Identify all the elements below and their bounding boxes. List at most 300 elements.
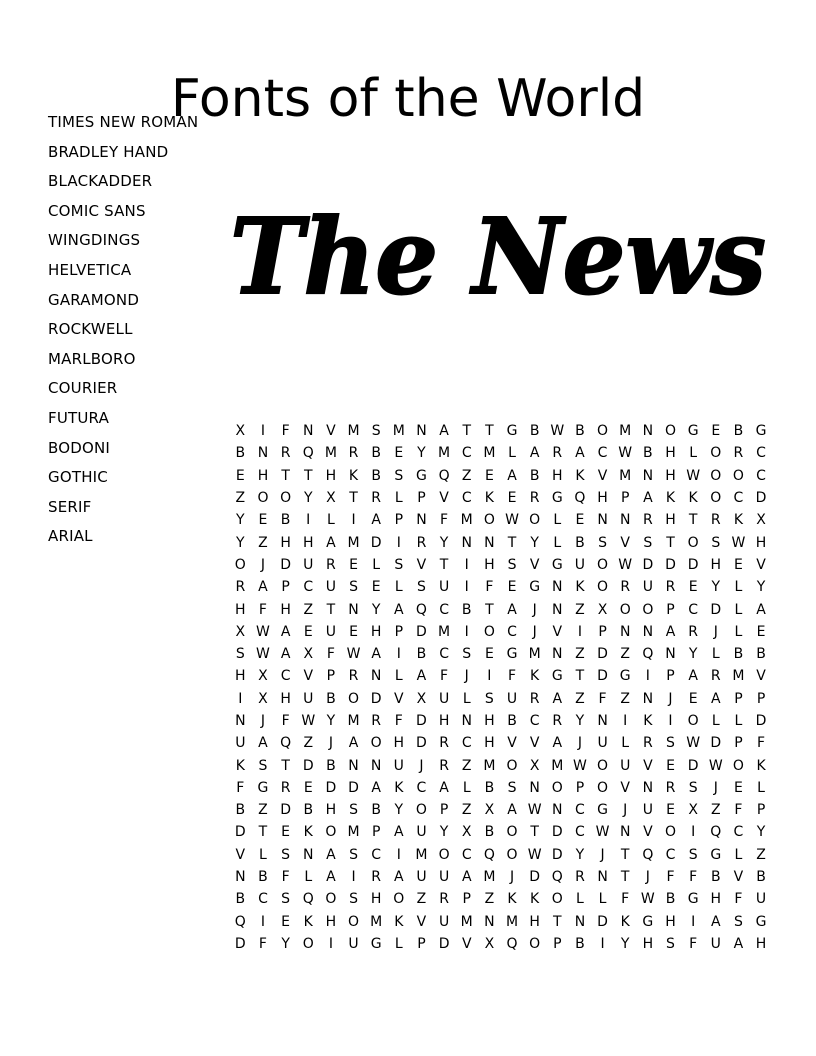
grid-cell: O	[710, 490, 722, 507]
grid-cell: R	[416, 534, 427, 551]
grid-cell: B	[461, 601, 472, 618]
grid-cell: X	[484, 802, 495, 819]
grid-cell: U	[303, 690, 314, 707]
grid-cell: X	[235, 423, 246, 440]
grid-cell: Q	[302, 445, 314, 462]
grid-cell: L	[711, 646, 720, 663]
grid-cell: H	[552, 467, 563, 484]
grid-cell: A	[575, 445, 585, 462]
grid-cell: N	[597, 512, 608, 529]
grid-cell: L	[734, 713, 743, 729]
grid-cell: D	[687, 556, 699, 573]
grid-cell: C	[665, 846, 676, 863]
word-list-item: GARAMOND	[48, 290, 140, 309]
grid-cell: D	[416, 735, 427, 752]
grid-cell: V	[756, 556, 766, 573]
grid-row	[229, 844, 772, 866]
grid-cell: M	[415, 846, 428, 863]
word-list-item: SERIF	[48, 497, 92, 516]
page-title: Fonts of the World	[170, 68, 646, 129]
grid-cell: C	[756, 445, 766, 462]
grid-cell: A	[710, 690, 721, 707]
grid-cell: V	[733, 869, 744, 886]
grid-cell: Y	[439, 534, 449, 551]
grid-cell: P	[575, 779, 585, 796]
grid-cell: J	[713, 623, 718, 640]
grid-cell: C	[461, 490, 472, 507]
grid-cell: R	[710, 512, 721, 529]
grid-cell: Z	[620, 690, 630, 707]
grid-cell: T	[349, 490, 358, 507]
grid-cell: L	[734, 846, 743, 863]
grid-cell: R	[371, 490, 382, 507]
grid-cell: K	[507, 891, 517, 908]
grid-cell: L	[734, 601, 743, 618]
grid-row	[229, 487, 772, 509]
grid-cell: B	[235, 891, 246, 908]
grid-cell: Q	[710, 824, 722, 841]
grid-cell: S	[349, 846, 358, 863]
grid-cell: Y	[303, 490, 313, 507]
grid-cell: X	[303, 646, 314, 663]
grid-cell: J	[623, 802, 628, 819]
grid-cell: S	[643, 534, 653, 551]
grid-row	[229, 531, 772, 553]
grid-cell: T	[281, 757, 290, 774]
grid-cell: I	[464, 579, 469, 596]
grid-cell: X	[258, 690, 268, 707]
grid-cell: M	[438, 623, 451, 640]
grid-cell: S	[394, 467, 404, 484]
grid-cell: M	[392, 423, 405, 440]
grid-cell: J	[464, 668, 469, 685]
grid-cell: P	[666, 601, 675, 618]
grid-cell: M	[438, 445, 451, 462]
grid-cell: Q	[415, 601, 427, 618]
word-list-item: MARLBORO	[48, 349, 136, 368]
grid-row	[229, 643, 772, 665]
grid-cell: V	[529, 556, 540, 573]
grid-cell: H	[665, 467, 676, 484]
grid-cell: N	[552, 579, 563, 596]
grid-cell: M	[324, 445, 337, 462]
word-list-item: ARIAL	[48, 527, 93, 546]
grid-cell: G	[687, 423, 699, 440]
grid-cell: T	[462, 423, 471, 440]
grid-cell: O	[348, 690, 360, 707]
grid-cell: Z	[235, 490, 246, 507]
grid-cell: R	[348, 668, 359, 685]
grid-cell: E	[371, 579, 381, 596]
grid-cell: N	[348, 601, 359, 618]
grid-cell: A	[529, 445, 540, 462]
grid-cell: H	[484, 713, 495, 729]
grid-cell: T	[507, 534, 517, 551]
grid-cell: D	[234, 935, 246, 952]
grid-cell: B	[710, 869, 721, 886]
grid-cell: J	[419, 757, 424, 774]
grid-cell: O	[597, 579, 609, 596]
grid-row	[229, 866, 772, 888]
grid-cell: V	[552, 623, 563, 640]
grid-cell: U	[438, 579, 450, 596]
grid-cell: U	[574, 556, 586, 573]
grid-cell: V	[326, 423, 336, 440]
grid-cell: L	[394, 579, 403, 596]
grid-cell: F	[734, 891, 743, 908]
grid-cell: B	[235, 445, 246, 462]
grid-cell: P	[394, 623, 404, 640]
grid-cell: K	[620, 913, 630, 930]
grid-cell: I	[306, 512, 311, 529]
grid-cell: V	[416, 913, 427, 930]
grid-cell: Y	[575, 713, 585, 729]
grid-row	[229, 710, 772, 732]
word-list-item: COURIER	[48, 379, 118, 398]
grid-row	[229, 888, 772, 910]
grid-cell: R	[733, 445, 744, 462]
grid-cell: O	[642, 601, 654, 618]
word-list-item: BODONI	[48, 438, 111, 457]
grid-cell: G	[755, 423, 767, 440]
grid-cell: O	[506, 824, 518, 841]
grid-cell: O	[597, 556, 609, 573]
grid-cell: C	[439, 601, 449, 618]
grid-cell: F	[507, 668, 517, 685]
grid-cell: A	[348, 735, 359, 752]
grid-cell: V	[620, 779, 630, 796]
grid-cell: L	[462, 779, 471, 796]
grid-cell: X	[461, 824, 472, 841]
grid-cell: F	[757, 735, 766, 752]
grid-cell: B	[280, 512, 291, 529]
grid-cell: C	[733, 824, 744, 841]
grid-cell: B	[371, 467, 381, 484]
grid-cell: U	[438, 690, 450, 707]
grid-cell: D	[370, 534, 382, 551]
grid-cell: R	[529, 690, 540, 707]
grid-cell: P	[756, 802, 766, 819]
grid-cell: E	[733, 779, 743, 796]
grid-cell: J	[532, 601, 537, 618]
grid-cell: G	[642, 913, 654, 930]
grid-cell: F	[281, 713, 290, 729]
grid-cell: L	[711, 713, 720, 729]
grid-cell: Z	[303, 735, 314, 752]
grid-cell: D	[755, 490, 767, 507]
grid-cell: O	[257, 490, 269, 507]
grid-cell: S	[711, 534, 721, 551]
grid-cell: D	[280, 802, 291, 819]
grid-cell: D	[597, 646, 608, 663]
grid-row	[229, 465, 772, 487]
grid-cell: J	[577, 735, 582, 752]
grid-cell: W	[527, 846, 542, 863]
grid-cell: U	[235, 735, 246, 752]
grid-cell: C	[597, 445, 608, 462]
grid-cell: F	[689, 935, 698, 952]
grid-cell: S	[507, 556, 517, 573]
grid-cell: W	[618, 556, 633, 573]
grid-cell: I	[487, 668, 492, 685]
grid-cell: V	[643, 824, 653, 841]
grid-cell: F	[485, 579, 494, 596]
grid-cell: Q	[438, 467, 450, 484]
grid-cell: S	[281, 846, 291, 863]
grid-cell: Q	[302, 891, 314, 908]
grid-cell: Q	[642, 846, 654, 863]
grid-cell: I	[238, 690, 243, 707]
grid-cell: C	[280, 668, 291, 685]
grid-cell: E	[349, 556, 358, 573]
grid-cell: F	[258, 935, 267, 952]
grid-cell: E	[281, 824, 291, 841]
grid-cell: S	[349, 579, 358, 596]
grid-cell: M	[370, 913, 383, 930]
grid-cell: X	[235, 623, 246, 640]
grid-cell: A	[280, 646, 291, 663]
grid-cell: R	[642, 512, 653, 529]
grid-cell: P	[417, 935, 426, 952]
grid-cell: N	[303, 423, 314, 440]
grid-cell: D	[597, 668, 608, 685]
grid-cell: X	[756, 512, 766, 529]
grid-cell: N	[303, 846, 314, 863]
grid-cell: W	[346, 646, 361, 663]
grid-cell: Y	[575, 846, 585, 863]
grid-cell: E	[349, 623, 358, 640]
grid-cell: P	[598, 623, 607, 640]
grid-cell: J	[713, 779, 718, 796]
grid-cell: R	[371, 713, 382, 729]
grid-cell: I	[396, 534, 401, 551]
grid-cell: H	[325, 913, 337, 930]
grid-cell: B	[484, 779, 495, 796]
grid-cell: X	[484, 935, 495, 952]
grid-cell: I	[396, 846, 401, 863]
grid-cell: Q	[551, 869, 563, 886]
grid-cell: H	[393, 735, 405, 752]
grid-cell: K	[303, 913, 313, 930]
grid-cell: A	[326, 534, 336, 551]
grid-cell: D	[325, 779, 337, 796]
grid-cell: W	[686, 467, 701, 484]
grid-cell: T	[485, 423, 494, 440]
grid-cell: O	[438, 846, 450, 863]
grid-row	[229, 777, 772, 799]
grid-cell: N	[665, 646, 676, 663]
grid-cell: V	[643, 757, 653, 774]
grid-cell: O	[551, 891, 563, 908]
grid-cell: L	[734, 579, 743, 596]
grid-cell: B	[507, 713, 517, 729]
word-list-item: WINGDINGS	[48, 231, 141, 250]
grid-cell: M	[347, 423, 360, 440]
grid-cell: N	[461, 534, 472, 551]
grid-cell: W	[301, 713, 316, 729]
grid-cell: H	[280, 601, 291, 618]
grid-cell: H	[280, 690, 291, 707]
grid-cell: A	[371, 779, 381, 796]
grid-cell: L	[553, 512, 562, 529]
grid-cell: A	[552, 735, 563, 752]
grid-cell: K	[484, 490, 494, 507]
grid-cell: T	[553, 913, 562, 930]
grid-cell: R	[280, 779, 291, 796]
grid-cell: O	[687, 534, 699, 551]
grid-cell: L	[598, 891, 607, 908]
grid-cell: Y	[711, 579, 721, 596]
grid-cell: K	[348, 467, 359, 484]
grid-cell: Y	[439, 824, 449, 841]
grid-row	[229, 598, 772, 620]
grid-cell: S	[394, 556, 404, 573]
grid-cell: L	[326, 512, 335, 529]
grid-cell: R	[326, 556, 336, 573]
grid-cell: Y	[326, 713, 336, 729]
grid-cell: L	[259, 846, 267, 863]
grid-cell: H	[257, 467, 269, 484]
grid-cell: W	[708, 757, 723, 774]
grid-cell: A	[688, 668, 698, 685]
grid-cell: I	[691, 824, 696, 841]
grid-cell: W	[595, 824, 610, 841]
grid-cell: S	[666, 935, 675, 952]
grid-cell: S	[462, 646, 472, 663]
grid-cell: F	[281, 423, 290, 440]
grid-cell: A	[326, 869, 336, 886]
grid-cell: O	[325, 891, 337, 908]
grid-cell: U	[642, 579, 653, 596]
grid-cell: O	[687, 713, 699, 729]
grid-cell: X	[416, 690, 427, 707]
grid-cell: D	[529, 869, 541, 886]
grid-cell: F	[326, 646, 335, 663]
grid-cell: R	[552, 713, 563, 729]
grid-cell: H	[280, 534, 291, 551]
grid-cell: V	[461, 935, 472, 952]
grid-cell: T	[575, 668, 585, 685]
grid-cell: S	[733, 913, 743, 930]
grid-cell: P	[281, 579, 290, 596]
grid-cell: C	[258, 891, 268, 908]
grid-cell: P	[326, 668, 336, 685]
grid-cell: L	[372, 556, 381, 573]
grid-cell: C	[529, 713, 540, 729]
grid-cell: K	[575, 467, 585, 484]
grid-cell: S	[349, 891, 358, 908]
grid-cell: G	[597, 802, 608, 819]
grid-cell: E	[303, 779, 313, 796]
grid-cell: F	[394, 713, 403, 729]
grid-cell: B	[371, 445, 381, 462]
grid-cell: J	[668, 690, 673, 707]
grid-cell: E	[507, 490, 517, 507]
grid-cell: W	[573, 757, 587, 774]
grid-row	[229, 554, 772, 576]
grid-cell: H	[302, 534, 314, 551]
newspaper-logo	[228, 195, 768, 310]
grid-cell: C	[461, 846, 472, 863]
grid-cell: P	[439, 802, 449, 819]
grid-cell: H	[235, 601, 246, 618]
grid-cell: V	[394, 690, 404, 707]
grid-cell: X	[258, 668, 268, 685]
grid-cell: V	[620, 534, 630, 551]
grid-row	[229, 420, 772, 442]
grid-cell: R	[371, 869, 382, 886]
grid-cell: U	[416, 869, 427, 886]
grid-cell: D	[710, 601, 722, 618]
grid-cell: I	[691, 913, 696, 930]
grid-cell: O	[348, 913, 360, 930]
grid-cell: I	[600, 935, 605, 952]
grid-cell: V	[303, 668, 314, 685]
grid-cell: P	[734, 690, 743, 707]
grid-cell: N	[416, 512, 427, 529]
grid-cell: Z	[575, 646, 585, 663]
grid-cell: F	[281, 869, 290, 886]
grid-cell: B	[665, 891, 676, 908]
grid-cell: M	[619, 467, 632, 484]
grid-cell: R	[710, 668, 721, 685]
grid-cell: H	[755, 935, 767, 952]
grid-cell: Z	[575, 601, 585, 618]
grid-cell: O	[732, 757, 744, 774]
grid-cell: E	[688, 690, 698, 707]
grid-cell: I	[260, 913, 266, 930]
grid-cell: L	[553, 534, 562, 551]
grid-cell: A	[416, 668, 427, 685]
grid-cell: C	[371, 846, 382, 863]
grid-cell: A	[756, 601, 766, 618]
grid-cell: O	[280, 490, 292, 507]
grid-cell: N	[484, 913, 495, 930]
grid-cell: A	[439, 423, 449, 440]
grid-cell: G	[370, 935, 382, 952]
grid-cell: S	[507, 779, 517, 796]
grid-cell: D	[755, 713, 767, 729]
grid-cell: Y	[756, 824, 766, 841]
grid-cell: V	[439, 490, 449, 507]
grid-cell: P	[666, 668, 675, 685]
grid-cell: E	[711, 423, 721, 440]
grid-cell: S	[258, 757, 268, 774]
grid-cell: L	[394, 935, 403, 952]
grid-cell: I	[351, 512, 356, 529]
grid-cell: N	[597, 713, 608, 729]
grid-cell: Q	[280, 735, 292, 752]
grid-cell: O	[393, 891, 405, 908]
grid-cell: N	[370, 757, 382, 774]
grid-cell: N	[642, 623, 654, 640]
grid-cell: H	[642, 935, 654, 952]
newspaper-logo-text: The News	[230, 195, 766, 310]
word-list-item: BLACKADDER	[48, 172, 153, 191]
grid-cell: I	[328, 935, 333, 952]
word-list-item: TIMES NEW ROMAN	[48, 113, 199, 131]
grid-cell: E	[666, 802, 675, 819]
grid-cell: R	[642, 735, 653, 752]
grid-cell: D	[710, 735, 722, 752]
grid-cell: A	[280, 623, 291, 640]
grid-cell: H	[235, 668, 246, 685]
grid-cell: K	[688, 490, 698, 507]
grid-cell: Q	[483, 846, 495, 863]
grid-cell: B	[575, 935, 585, 952]
grid-cell: T	[258, 824, 268, 841]
grid-cell: Z	[484, 891, 495, 908]
